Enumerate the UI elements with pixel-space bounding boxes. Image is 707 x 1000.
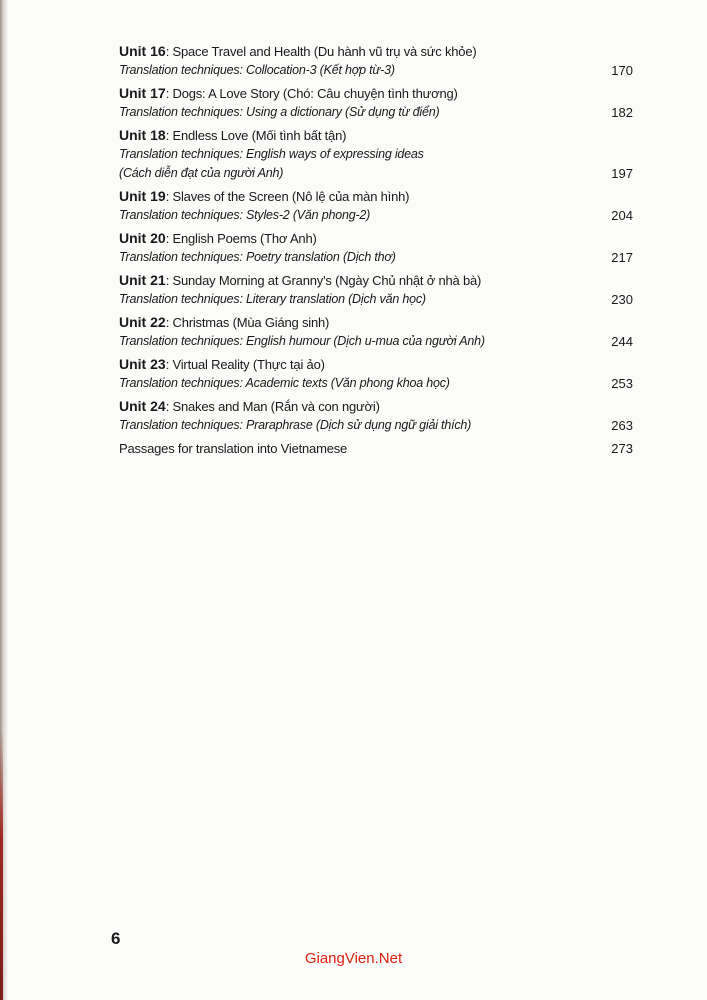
technique-text: : Praraphrase (Dịch sử dụng ngữ giải thích) xyxy=(239,418,472,432)
techniques-label: Translation techniques xyxy=(119,250,240,264)
toc-entry-unit-19[interactable] xyxy=(119,187,633,225)
toc-entry-unit-16[interactable] xyxy=(119,42,633,80)
passages-label: Passages for translation into Vietnamese xyxy=(119,441,348,456)
page-number: 244 xyxy=(611,334,633,349)
techniques-label: Translation techniques xyxy=(119,292,240,306)
page-number: 182 xyxy=(611,105,633,120)
unit-title: : Sunday Morning at Granny's (Ngày Chủ nhật ở nhà bà) xyxy=(165,273,482,288)
page-number: 217 xyxy=(611,250,633,265)
toc-entry-unit-21[interactable] xyxy=(119,271,633,309)
entry-title-line xyxy=(119,271,573,290)
techniques-label: Translation techniques xyxy=(119,63,240,77)
unit-title: : Slaves of the Screen (Nô lệ của màn hình) xyxy=(165,189,410,204)
toc-entry-unit-20[interactable] xyxy=(119,229,633,267)
unit-title: : Christmas (Mùa Giáng sinh) xyxy=(165,315,330,330)
entry-technique-line xyxy=(119,290,573,309)
entry-title-line xyxy=(119,229,573,248)
page-number: 170 xyxy=(611,63,633,78)
technique-text: : Using a dictionary (Sử dụng từ điển) xyxy=(239,105,440,119)
table-of-contents xyxy=(119,42,633,462)
unit-number: Unit 23 xyxy=(119,356,166,372)
watermark-text: GiangVien.Net xyxy=(304,950,403,967)
unit-title: : Snakes and Man (Rắn và con người) xyxy=(165,399,380,414)
entry-technique-line xyxy=(119,248,573,267)
page-number: 263 xyxy=(611,418,633,433)
unit-number: Unit 21 xyxy=(119,272,166,288)
unit-number: Unit 20 xyxy=(119,230,166,246)
entry-technique-line xyxy=(119,145,573,164)
unit-number: Unit 19 xyxy=(119,188,166,204)
technique-text: : Collocation-3 (Kết hợp từ-3) xyxy=(239,63,395,77)
page-folio-number: 6 xyxy=(111,929,121,948)
entry-technique-line xyxy=(119,416,573,435)
toc-entry-unit-17[interactable] xyxy=(119,84,633,122)
entry-title-line xyxy=(119,313,573,332)
entry-technique-line xyxy=(119,374,573,393)
entry-title-line xyxy=(119,355,573,374)
page-number: 230 xyxy=(611,292,633,307)
entry-title-line xyxy=(119,42,573,61)
toc-entry-unit-23[interactable] xyxy=(119,355,633,393)
entry-title-line xyxy=(119,187,573,206)
unit-number: Unit 16 xyxy=(119,43,166,59)
technique-text: : Styles-2 (Văn phong-2) xyxy=(239,208,371,222)
techniques-label: Translation techniques xyxy=(119,208,240,222)
technique-text: : Poetry translation (Dịch thơ) xyxy=(239,250,396,264)
entry-technique-line xyxy=(119,332,573,351)
unit-title: : English Poems (Thơ Anh) xyxy=(165,231,317,246)
entry-technique-line xyxy=(119,206,573,225)
unit-number: Unit 24 xyxy=(119,398,166,414)
page-number: 197 xyxy=(611,166,633,181)
unit-title: : Dogs: A Love Story (Chó: Câu chuyện tình thương) xyxy=(165,86,458,101)
unit-number: Unit 17 xyxy=(119,85,166,101)
techniques-label: Translation techniques xyxy=(119,418,240,432)
entry-title-line xyxy=(119,84,573,103)
technique-text: : Academic texts (Văn phong khoa học) xyxy=(239,376,450,390)
unit-number: Unit 18 xyxy=(119,127,166,143)
technique-text: : Literary translation (Dịch văn học) xyxy=(239,292,426,306)
toc-entry-unit-22[interactable] xyxy=(119,313,633,351)
techniques-label: Translation techniques xyxy=(119,376,240,390)
toc-entry-unit-24[interactable] xyxy=(119,397,633,435)
unit-number: Unit 22 xyxy=(119,314,166,330)
unit-title: : Space Travel and Health (Du hành vũ trụ và sức khỏe) xyxy=(165,44,477,59)
technique-text: : English ways of expressing ideas xyxy=(239,147,424,161)
entry-title-line xyxy=(119,126,573,145)
technique-text: : English humour (Dịch u-mua của người Anh) xyxy=(239,334,485,348)
techniques-label: Translation techniques xyxy=(119,147,240,161)
techniques-label: Translation techniques xyxy=(119,334,240,348)
entry-technique-line xyxy=(119,61,573,80)
page-number: 204 xyxy=(611,208,633,223)
page-number: 273 xyxy=(611,441,633,456)
entry-technique-line xyxy=(119,103,573,122)
unit-title: : Virtual Reality (Thực tại ảo) xyxy=(165,357,325,372)
toc-entry-unit-18[interactable] xyxy=(119,126,633,183)
entry-title-line xyxy=(119,397,573,416)
page-number: 253 xyxy=(611,376,633,391)
entry-technique-continuation: (Cách diễn đạt của người Anh) xyxy=(119,166,284,180)
toc-entry-passages[interactable] xyxy=(119,439,633,458)
unit-title: : Endless Love (Mối tình bất tận) xyxy=(165,128,347,143)
techniques-label: Translation techniques xyxy=(119,105,240,119)
